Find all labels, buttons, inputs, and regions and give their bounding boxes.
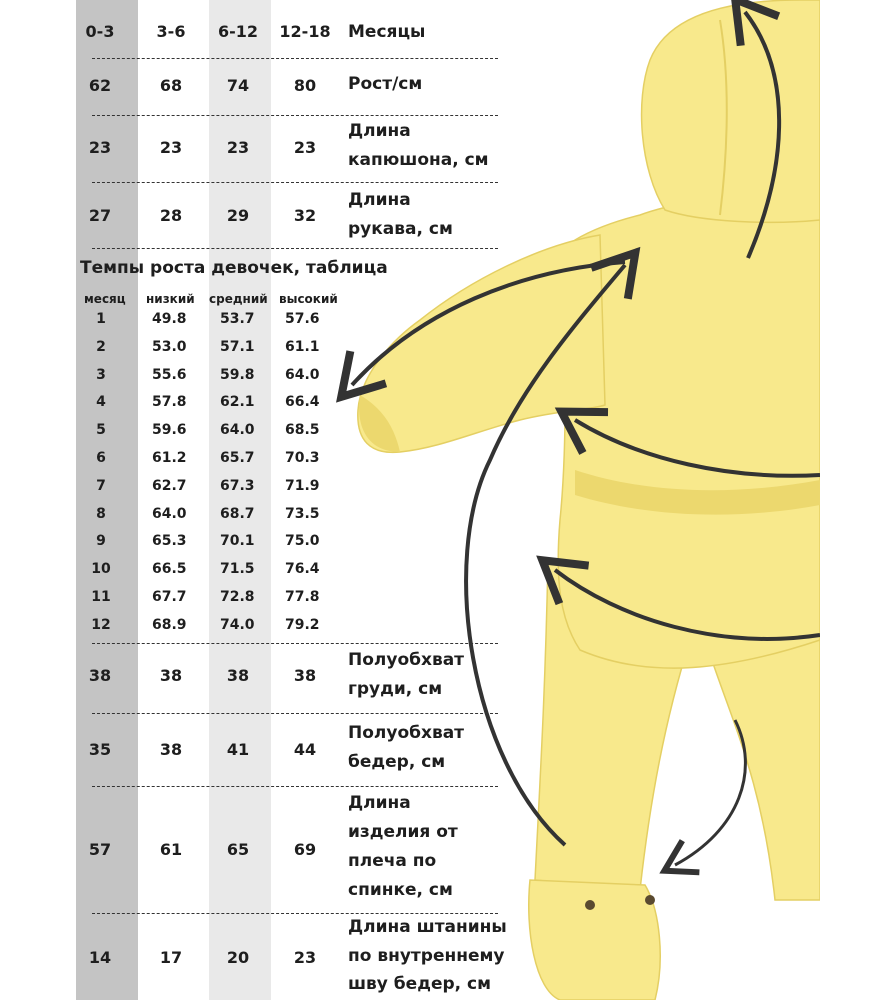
growth-value-cell: 66.4 bbox=[285, 394, 320, 411]
growth-month-cell: 9 bbox=[96, 533, 106, 550]
hood-length-label-line: Длина bbox=[348, 121, 411, 141]
growth-value-cell: 74.0 bbox=[220, 616, 255, 633]
growth-month-cell: 10 bbox=[91, 561, 111, 578]
growth-row bbox=[0, 506, 360, 530]
growth-month-cell: 2 bbox=[96, 338, 106, 355]
growth-value-cell: 65.3 bbox=[152, 533, 187, 550]
sleeve-length-cell: 28 bbox=[159, 206, 183, 225]
hips-label-line: Полуобхват bbox=[348, 723, 465, 743]
growth-month-cell: 5 bbox=[96, 422, 106, 439]
growth-month-cell: 4 bbox=[96, 394, 106, 411]
bootie-button bbox=[585, 900, 595, 910]
inseam-label-line: шву бедер, см bbox=[348, 974, 491, 994]
snowsuit-hood bbox=[642, 0, 820, 222]
growth-month-cell: 11 bbox=[91, 589, 111, 605]
inseam-label-line: по внутреннему bbox=[348, 946, 505, 966]
chest-label-line: груди, см bbox=[348, 679, 443, 699]
size-header-cell: 12-18 bbox=[279, 22, 331, 41]
growth-value-cell: 62.7 bbox=[152, 477, 187, 494]
growth-header-high: высокий bbox=[279, 292, 338, 306]
hips-cell: 38 bbox=[159, 740, 183, 759]
growth-value-cell: 67.7 bbox=[152, 589, 187, 605]
chest-cell: 38 bbox=[159, 666, 183, 685]
growth-value-cell: 57.6 bbox=[285, 311, 320, 327]
sleeve-length-label-line: рукава, см bbox=[348, 219, 453, 239]
hood-length-cell: 23 bbox=[226, 138, 250, 157]
months-label: Месяцы bbox=[348, 22, 426, 42]
growth-value-cell: 77.8 bbox=[285, 589, 320, 605]
garment-length-cell: 69 bbox=[293, 840, 317, 859]
row-divider bbox=[92, 248, 498, 249]
growth-value-cell: 64.0 bbox=[285, 366, 320, 383]
growth-value-cell: 76.4 bbox=[285, 561, 320, 578]
height-label: Рост/см bbox=[348, 74, 423, 94]
growth-row bbox=[0, 617, 360, 641]
growth-value-cell: 59.8 bbox=[220, 366, 255, 383]
growth-row bbox=[0, 533, 360, 557]
size-header-cell: 3-6 bbox=[156, 22, 186, 41]
row-divider bbox=[92, 713, 498, 714]
growth-value-cell: 70.1 bbox=[220, 533, 255, 550]
garment-length-label-line: Длина bbox=[348, 793, 411, 813]
growth-value-cell: 79.2 bbox=[285, 616, 320, 633]
height-cell: 80 bbox=[293, 76, 317, 95]
height-cell: 68 bbox=[159, 76, 183, 95]
growth-month-cell: 7 bbox=[96, 477, 106, 494]
sleeve-length-cell: 29 bbox=[226, 206, 250, 225]
growth-row bbox=[0, 311, 360, 335]
row-divider bbox=[92, 115, 498, 116]
growth-value-cell: 53.7 bbox=[220, 311, 255, 327]
growth-row bbox=[0, 478, 360, 502]
growth-row bbox=[0, 367, 360, 391]
growth-month-cell: 6 bbox=[96, 450, 106, 466]
hood-length-label-line: капюшона, см bbox=[348, 150, 489, 170]
growth-row bbox=[0, 561, 360, 585]
hood-length-cell: 23 bbox=[159, 138, 183, 157]
growth-value-cell: 75.0 bbox=[285, 533, 320, 550]
growth-value-cell: 72.8 bbox=[220, 589, 255, 605]
chest-cell: 38 bbox=[88, 666, 112, 685]
growth-month-cell: 12 bbox=[91, 616, 111, 633]
right-margin bbox=[820, 0, 892, 1000]
growth-month-cell: 1 bbox=[96, 311, 106, 327]
growth-value-cell: 67.3 bbox=[220, 477, 255, 494]
hood-length-cell: 23 bbox=[293, 138, 317, 157]
growth-value-cell: 57.8 bbox=[152, 394, 187, 411]
growth-value-cell: 49.8 bbox=[152, 311, 187, 327]
growth-row bbox=[0, 339, 360, 363]
growth-row bbox=[0, 422, 360, 446]
growth-value-cell: 68.9 bbox=[152, 616, 187, 633]
chest-label-line: Полуобхват bbox=[348, 650, 465, 670]
growth-month-cell: 3 bbox=[96, 366, 106, 383]
growth-value-cell: 70.3 bbox=[285, 450, 320, 466]
inseam-arrow bbox=[675, 720, 745, 865]
chest-cell: 38 bbox=[293, 666, 317, 685]
height-row bbox=[0, 76, 520, 104]
growth-value-cell: 73.5 bbox=[285, 505, 320, 522]
bootie-button bbox=[645, 895, 655, 905]
growth-header-mid: средний bbox=[209, 292, 268, 306]
garment-length-cell: 61 bbox=[159, 840, 183, 859]
chest-cell: 38 bbox=[226, 666, 250, 685]
growth-value-cell: 71.5 bbox=[220, 561, 255, 578]
inseam-cell: 20 bbox=[226, 948, 250, 967]
size-header-cell: 6-12 bbox=[217, 22, 259, 41]
sleeve-length-cell: 27 bbox=[88, 206, 112, 225]
growth-value-cell: 65.7 bbox=[220, 450, 255, 466]
inseam-cell: 23 bbox=[293, 948, 317, 967]
row-divider bbox=[92, 643, 498, 644]
hips-cell: 41 bbox=[226, 740, 250, 759]
garment-length-cell: 57 bbox=[88, 840, 112, 859]
growth-row bbox=[0, 589, 360, 613]
inseam-label-line: Длина штанины bbox=[348, 917, 507, 937]
hips-cell: 35 bbox=[88, 740, 112, 759]
hips-cell: 44 bbox=[293, 740, 317, 759]
size-header-row bbox=[0, 22, 520, 50]
growth-header-low: низкий bbox=[146, 292, 195, 306]
growth-value-cell: 71.9 bbox=[285, 477, 320, 494]
growth-row bbox=[0, 394, 360, 418]
row-divider bbox=[92, 182, 498, 183]
growth-value-cell: 61.1 bbox=[285, 338, 320, 355]
height-cell: 62 bbox=[88, 76, 112, 95]
garment-length-label-line: спинке, см bbox=[348, 880, 453, 900]
height-cell: 74 bbox=[226, 76, 250, 95]
growth-table-title: Темпы роста девочек, таблица bbox=[80, 258, 388, 278]
row-divider bbox=[92, 786, 498, 787]
inseam-cell: 17 bbox=[159, 948, 183, 967]
hood-length-cell: 23 bbox=[88, 138, 112, 157]
growth-month-cell: 8 bbox=[96, 505, 106, 522]
growth-value-cell: 59.6 bbox=[152, 422, 187, 439]
sleeve-length-cell: 32 bbox=[293, 206, 317, 225]
size-header-cell: 0-3 bbox=[85, 22, 115, 41]
row-divider bbox=[92, 58, 498, 59]
growth-value-cell: 57.1 bbox=[220, 338, 255, 355]
growth-row bbox=[0, 450, 360, 474]
growth-value-cell: 61.2 bbox=[152, 450, 187, 466]
growth-value-cell: 53.0 bbox=[152, 338, 187, 355]
growth-value-cell: 68.7 bbox=[220, 505, 255, 522]
snowsuit-bootie bbox=[529, 880, 660, 1000]
garment-length-label-line: плеча по bbox=[348, 851, 437, 871]
growth-header-month: месяц bbox=[84, 292, 126, 306]
hips-label-line: бедер, см bbox=[348, 752, 446, 772]
growth-value-cell: 66.5 bbox=[152, 561, 187, 578]
growth-value-cell: 62.1 bbox=[220, 394, 255, 411]
garment-length-label-line: изделия от bbox=[348, 822, 458, 842]
inseam-cell: 14 bbox=[88, 948, 112, 967]
garment-length-cell: 65 bbox=[226, 840, 250, 859]
growth-value-cell: 64.0 bbox=[220, 422, 255, 439]
growth-value-cell: 68.5 bbox=[285, 422, 320, 439]
growth-value-cell: 55.6 bbox=[152, 366, 187, 383]
growth-value-cell: 64.0 bbox=[152, 505, 187, 522]
sleeve-length-label-line: Длина bbox=[348, 190, 411, 210]
